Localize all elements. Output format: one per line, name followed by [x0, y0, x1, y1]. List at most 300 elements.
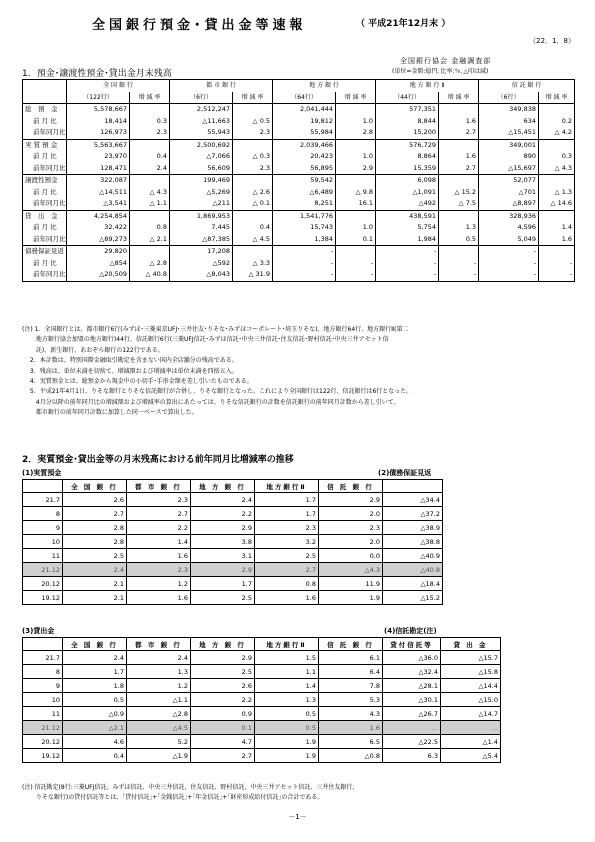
- table-cell: 2.3: [233, 127, 273, 139]
- table-cell: 6,098: [376, 175, 439, 187]
- table-cell: 2.0: [319, 535, 383, 549]
- table-cell: -: [479, 269, 539, 281]
- note-line: 4．実質預金とは、総預金から現金中の小切手･手形金額を差し引いたものである。: [22, 378, 253, 386]
- table-cell: 23,970: [67, 151, 130, 163]
- table-cell: 2.8: [63, 535, 127, 549]
- table-row: [23, 693, 501, 707]
- table-row: [23, 577, 443, 591]
- table-cell: …: [441, 721, 501, 735]
- table-cell: △ 4.3: [539, 163, 575, 175]
- table-cell: [233, 104, 273, 116]
- table-row: [23, 116, 575, 128]
- table-cell: △15.0: [441, 693, 501, 707]
- table-cell: 1.2: [127, 577, 191, 591]
- bank-header: 全 国 銀 行: [63, 638, 127, 651]
- table-cell: △40.9: [383, 549, 443, 563]
- table-cell: △2.8: [127, 707, 191, 721]
- table-cell: [539, 139, 575, 151]
- table-cell: …: [383, 721, 441, 735]
- table-cell: 2.3: [127, 493, 191, 507]
- table-cell: △ 2.8: [130, 258, 170, 270]
- table-row: [23, 493, 443, 507]
- table-cell: 2.0: [319, 507, 383, 521]
- note-line: りそな銀行)の貸付信託等とは、｢貸付信託｣+｢金銭信託｣+｢年金信託｣+｢財産形成給付信託｣の合計である。: [22, 794, 324, 801]
- table-cell: △28.1: [383, 679, 441, 693]
- table-cell: 0.5: [255, 707, 319, 721]
- table-cell: 126,973: [67, 127, 130, 139]
- table-cell: 322,087: [67, 175, 130, 187]
- table-row: [23, 665, 501, 679]
- period-cell: 21.12: [23, 563, 63, 577]
- bank-header: 信 託 銀 行: [319, 480, 383, 493]
- table-cell: 19,812: [273, 116, 336, 128]
- header-blank: [383, 480, 443, 493]
- table-cell: △ 4.5: [233, 234, 273, 246]
- table-cell: △ 2.1: [130, 234, 170, 246]
- report-period: （ 平成21年12月末 ）: [356, 19, 451, 29]
- table-cell: △40.8: [383, 563, 443, 577]
- table-cell: 2.9: [319, 493, 383, 507]
- table-cell: 4.6: [63, 735, 127, 749]
- table-row: [23, 563, 443, 577]
- period-cell: 11: [23, 707, 63, 721]
- row-label: 譲渡性預金: [23, 175, 67, 187]
- table-cell: 1.0: [336, 116, 376, 128]
- table-cell: 6.1: [319, 651, 383, 665]
- table-cell: 1.6: [439, 151, 479, 163]
- table-cell: [233, 210, 273, 222]
- table-row: [23, 507, 443, 521]
- header-row: [23, 92, 575, 104]
- table-cell: 5,578,667: [67, 104, 130, 116]
- table-cell: △211: [170, 198, 233, 210]
- table-row: [23, 535, 443, 549]
- table-cell: -: [273, 246, 336, 258]
- table-row: [23, 651, 501, 665]
- table-row: [23, 163, 575, 175]
- table-cell: △854: [67, 258, 130, 270]
- row-label: 前 月 比: [23, 116, 67, 128]
- note-line: (注) 信託勘定(8行:三菱UFJ信託、みずほ信託、中央三井信託、住友信託、野村信託、中央三井アセット信託、三井住友銀行、: [22, 784, 359, 791]
- table-cell: 0.4: [63, 749, 127, 763]
- table-cell: 2,500,692: [170, 139, 233, 151]
- table-cell: 128,471: [67, 163, 130, 175]
- table-cell: 0.3: [539, 151, 575, 163]
- table-row: [23, 521, 443, 535]
- table-cell: 15,743: [273, 222, 336, 234]
- table-row: [23, 104, 575, 116]
- bank-count: （122行）: [67, 92, 130, 104]
- table-cell: △38.8: [383, 535, 443, 549]
- table-cell: 0.8: [255, 577, 319, 591]
- table-cell: 0.1: [191, 721, 255, 735]
- group-header: 全 国 銀 行: [67, 80, 170, 92]
- table-cell: 5.3: [319, 693, 383, 707]
- table-row: [23, 151, 575, 163]
- trust-note: [22, 783, 582, 803]
- table-cell: [439, 246, 479, 258]
- table-cell: [336, 246, 376, 258]
- table-cell: 32,422: [67, 222, 130, 234]
- table-cell: -: [376, 269, 439, 281]
- table-cell: -: [336, 269, 376, 281]
- table-cell: 20,423: [273, 151, 336, 163]
- table-cell: [233, 246, 273, 258]
- table-cell: 2.5: [63, 549, 127, 563]
- table-cell: △ 15.2: [439, 187, 479, 199]
- table-cell: 2.7: [127, 507, 191, 521]
- table-row: [23, 127, 575, 139]
- table-cell: △ 1.1: [130, 198, 170, 210]
- table-cell: △ 40.8: [130, 269, 170, 281]
- table-cell: △1.1: [127, 693, 191, 707]
- table-cell: △0.8: [319, 749, 383, 763]
- table-cell: △14,511: [67, 187, 130, 199]
- rate-header: 増 減 率: [539, 92, 575, 104]
- table-cell: 16.1: [336, 198, 376, 210]
- table-cell: 2.7: [255, 563, 319, 577]
- table-cell: △ 0.1: [233, 198, 273, 210]
- table-cell: 199,469: [170, 175, 233, 187]
- period-cell: 8: [23, 507, 63, 521]
- table-cell: 1.1: [255, 665, 319, 679]
- table-cell: 4.3: [319, 707, 383, 721]
- table-cell: 1.7: [63, 665, 127, 679]
- row-label: 前 月 比: [23, 151, 67, 163]
- table-cell: 0.5: [63, 693, 127, 707]
- table-row: [23, 721, 501, 735]
- table-cell: 15,359: [376, 163, 439, 175]
- table-cell: 1.7: [191, 577, 255, 591]
- association-name: 全国銀行協会 金融調査部: [400, 57, 492, 65]
- table-cell: 2.5: [255, 549, 319, 563]
- table-cell: △ 14.6: [539, 198, 575, 210]
- section2-title: 2．実質預金･貸出金等の月末残高における前年同月比増減率の推移: [22, 455, 294, 465]
- table-cell: 2.7: [63, 507, 127, 521]
- table-cell: △38.9: [383, 521, 443, 535]
- table-cell: 2.3: [233, 163, 273, 175]
- period-cell: 9: [23, 679, 63, 693]
- table-cell: 59,542: [273, 175, 336, 187]
- rate-header: 増 減 率: [439, 92, 479, 104]
- notes: [22, 325, 582, 419]
- period-cell: 19.12: [23, 749, 63, 763]
- table-cell: 2.1: [63, 591, 127, 605]
- table-cell: 2.7: [191, 749, 255, 763]
- table-cell: [130, 104, 170, 116]
- bank-header: 地方銀行Ⅱ: [255, 638, 319, 651]
- page-number: －1－: [288, 813, 307, 821]
- table-cell: 1.3: [439, 222, 479, 234]
- trust-header: 貸 出 金: [441, 638, 501, 651]
- note-line: 都市銀行の前年同月計数に加算した同一ベースで算出した。: [22, 409, 198, 417]
- table-cell: 1.9: [255, 735, 319, 749]
- table-cell: 6.4: [319, 665, 383, 679]
- table-cell: 349,001: [479, 139, 539, 151]
- table-cell: 438,591: [376, 210, 439, 222]
- table-cell: 2.3: [127, 563, 191, 577]
- table-cell: 2.9: [191, 521, 255, 535]
- table-cell: △15,697: [479, 163, 539, 175]
- table-cell: 2.3: [319, 521, 383, 535]
- table-cell: 2.8: [336, 127, 376, 139]
- table-cell: 7.8: [319, 679, 383, 693]
- table-cell: 2.7: [439, 163, 479, 175]
- table-cell: 3.2: [255, 535, 319, 549]
- table-cell: 2.2: [191, 693, 255, 707]
- table-cell: 0.2: [539, 116, 575, 128]
- row-label: 前 月 比: [23, 222, 67, 234]
- table-cell: △15.8: [441, 665, 501, 679]
- bank-count: （64行）: [273, 92, 336, 104]
- table-cell: [336, 175, 376, 187]
- table-cell: 2,041,444: [273, 104, 336, 116]
- rate-header: 増 減 率: [336, 92, 376, 104]
- row-label: 前年同月比: [23, 163, 67, 175]
- table-cell: △5.4: [441, 749, 501, 763]
- table-cell: △15.2: [383, 591, 443, 605]
- table-row: [23, 210, 575, 222]
- table-cell: 5,563,667: [67, 139, 130, 151]
- table-cell: 2.5: [191, 665, 255, 679]
- table-cell: [336, 104, 376, 116]
- table-cell: △2.1: [63, 721, 127, 735]
- table-cell: 2.4: [191, 493, 255, 507]
- table-cell: △34.4: [383, 493, 443, 507]
- table-row: [23, 679, 501, 693]
- table-cell: 2.5: [191, 591, 255, 605]
- real-deposit-growth-table: [22, 479, 443, 605]
- table-cell: 2.7: [439, 127, 479, 139]
- table-cell: -: [479, 258, 539, 270]
- table-cell: -: [273, 269, 336, 281]
- table-cell: 8,251: [273, 198, 336, 210]
- table-cell: △ 2.6: [233, 187, 273, 199]
- table-cell: 2.4: [63, 651, 127, 665]
- note-line: 地方銀行協会加盟の地方銀行)44行、信託銀行6行(三菱UFJ信託･みずほ信託･中央三井信託･住友信託･野村信託･中央三井アセット信: [22, 336, 389, 344]
- table-cell: -: [336, 258, 376, 270]
- row-label: 債務保証見返: [23, 246, 67, 258]
- row-label: 実 質 預 金: [23, 139, 67, 151]
- table-cell: [539, 104, 575, 116]
- table-cell: 1,384: [273, 234, 336, 246]
- table-cell: 890: [479, 151, 539, 163]
- table-cell: [233, 175, 273, 187]
- table-cell: △ 1.3: [539, 187, 575, 199]
- table-cell: 1.0: [336, 151, 376, 163]
- table-cell: △ 31.9: [233, 269, 273, 281]
- bank-header: 地方銀行Ⅱ: [255, 480, 319, 493]
- bank-header: 都 市 銀 行: [127, 638, 191, 651]
- table-cell: 2,039,466: [273, 139, 336, 151]
- table-cell: 349,838: [479, 104, 539, 116]
- header-row: [23, 480, 443, 493]
- table-cell: △ 3.3: [233, 258, 273, 270]
- table-cell: 1.4: [127, 535, 191, 549]
- table-cell: 55,943: [170, 127, 233, 139]
- row-label: 前年同月比: [23, 234, 67, 246]
- table-cell: △36.0: [383, 651, 441, 665]
- bank-header: 信 託 銀 行: [319, 638, 383, 651]
- table-cell: [336, 139, 376, 151]
- table-cell: -: [376, 258, 439, 270]
- table-cell: 18,414: [67, 116, 130, 128]
- table-cell: 7,445: [170, 222, 233, 234]
- table-cell: △87,385: [170, 234, 233, 246]
- table-cell: 1,541,776: [273, 210, 336, 222]
- table-cell: 5.2: [127, 735, 191, 749]
- table-cell: 2.3: [255, 521, 319, 535]
- table-cell: 1,984: [376, 234, 439, 246]
- table-cell: △18.4: [383, 577, 443, 591]
- period-cell: 10: [23, 535, 63, 549]
- table-cell: △8,897: [479, 198, 539, 210]
- table-cell: 4.7: [191, 735, 255, 749]
- section1-title: 1．預金･譲渡性預金･貸出金月末残高: [22, 69, 172, 79]
- table-cell: 577,351: [376, 104, 439, 116]
- table-cell: 1.9: [255, 749, 319, 763]
- table-row: [23, 735, 501, 749]
- table-cell: 56,609: [170, 163, 233, 175]
- table4-label: (4)信託勘定(注): [384, 627, 437, 635]
- table-cell: [439, 210, 479, 222]
- table-cell: 11.9: [319, 577, 383, 591]
- table-row: [23, 234, 575, 246]
- note-line: (注) 1．全国銀行とは、都市銀行6行(みずほ･三菱東京UFJ･三井住友･りそな･みずほコーポレート･埼玉りそな)、地方銀行64行、地方銀行Ⅱ(第二: [22, 326, 409, 333]
- period-cell: 11: [23, 549, 63, 563]
- row-label: 前年同月比: [23, 127, 67, 139]
- table-row: [23, 222, 575, 234]
- bank-header: 都 市 銀 行: [127, 480, 191, 493]
- loan-growth-table: [22, 637, 501, 763]
- table-row: [23, 246, 575, 258]
- table-cell: 576,729: [376, 139, 439, 151]
- page-title: 全国銀行預金･貸出金等速報: [92, 18, 307, 33]
- table-row: [23, 198, 575, 210]
- table-row: [23, 707, 501, 721]
- table-cell: 1.6: [539, 234, 575, 246]
- period-cell: 10: [23, 693, 63, 707]
- table-cell: △ 0.3: [233, 151, 273, 163]
- table-cell: [439, 175, 479, 187]
- table-cell: 1.6: [439, 116, 479, 128]
- table-cell: △37.2: [383, 507, 443, 521]
- table-cell: 0.4: [233, 222, 273, 234]
- table-cell: 8,844: [376, 116, 439, 128]
- table-cell: 17,208: [170, 246, 233, 258]
- table-cell: [130, 246, 170, 258]
- table-cell: 0.1: [336, 234, 376, 246]
- table-cell: 2.9: [191, 563, 255, 577]
- table-cell: △592: [170, 258, 233, 270]
- table-cell: [130, 210, 170, 222]
- table-cell: [439, 139, 479, 151]
- table-cell: 3.1: [191, 549, 255, 563]
- table-cell: △32.4: [383, 665, 441, 679]
- bank-header: 地 方 銀 行: [191, 480, 255, 493]
- note-line: 4月分以降の前年同月比の増減額および増減率の算出にあたっては、りそな信託銀行の計数を信託銀行の前年同月計数から差し引いて、: [22, 398, 400, 406]
- table-cell: -: [539, 269, 575, 281]
- table-cell: △6,489: [273, 187, 336, 199]
- bank-count: （6行）: [170, 92, 233, 104]
- table-cell: △22.5: [383, 735, 441, 749]
- table-cell: 0.4: [130, 151, 170, 163]
- rate-header: 増 減 率: [130, 92, 170, 104]
- table-cell: 2.2: [191, 507, 255, 521]
- table1-label: (1)実質預金: [22, 469, 62, 477]
- table-cell: 52,077: [479, 175, 539, 187]
- table-cell: △89,273: [67, 234, 130, 246]
- table-row: [23, 269, 575, 281]
- table-row: [23, 591, 443, 605]
- table-cell: 29,820: [67, 246, 130, 258]
- table-cell: 2.6: [191, 679, 255, 693]
- table-cell: -: [439, 269, 479, 281]
- table-cell: △ 0.5: [233, 116, 273, 128]
- table-cell: 2.9: [191, 651, 255, 665]
- table-cell: △11,663: [170, 116, 233, 128]
- table-cell: 5,049: [479, 234, 539, 246]
- table-cell: 634: [479, 116, 539, 128]
- table-cell: 1.9: [319, 591, 383, 605]
- row-label: 前年同月比: [23, 269, 67, 281]
- table-cell: 2.4: [127, 651, 191, 665]
- table-cell: 2.3: [130, 127, 170, 139]
- period-cell: 21.7: [23, 493, 63, 507]
- table-cell: 56,895: [273, 163, 336, 175]
- table-cell: △4.3: [319, 563, 383, 577]
- bank-count: （44行）: [376, 92, 439, 104]
- table-cell: △14.4: [441, 679, 501, 693]
- table-cell: 2.4: [63, 563, 127, 577]
- table-cell: 4,596: [479, 222, 539, 234]
- table-cell: 4,254,854: [67, 210, 130, 222]
- table-cell: △0.9: [63, 707, 127, 721]
- table-cell: 1.8: [63, 679, 127, 693]
- row-label: 総 預 金: [23, 104, 67, 116]
- row-label: 前年同月比: [23, 198, 67, 210]
- group-header: 信 託 銀 行: [479, 80, 575, 92]
- bank-header: 地 方 銀 行: [191, 638, 255, 651]
- table-cell: 6.5: [319, 735, 383, 749]
- table-row: [23, 258, 575, 270]
- table-cell: △1,091: [376, 187, 439, 199]
- table-cell: 1.0: [336, 222, 376, 234]
- table-cell: 55,984: [273, 127, 336, 139]
- table-row: [23, 549, 443, 563]
- table-row: [23, 749, 501, 763]
- period-cell: 20.12: [23, 735, 63, 749]
- group-header: 地 方 銀 行 Ⅱ: [376, 80, 479, 92]
- table-cell: [233, 139, 273, 151]
- table-cell: 1.5: [255, 651, 319, 665]
- row-label: 前 月 比: [23, 258, 67, 270]
- period-cell: 20.12: [23, 577, 63, 591]
- table-cell: [130, 139, 170, 151]
- table-cell: [336, 210, 376, 222]
- table2-label: (2)債務保証見返: [378, 469, 432, 477]
- table-cell: 6.3: [383, 749, 441, 763]
- table-cell: 1.4: [539, 222, 575, 234]
- table-cell: [539, 246, 575, 258]
- period-cell: 19.12: [23, 591, 63, 605]
- table-cell: -: [539, 258, 575, 270]
- table-cell: 1,869,953: [170, 210, 233, 222]
- table-cell: △ 4.3: [130, 187, 170, 199]
- group-header: 地 方 銀 行: [273, 80, 376, 92]
- table-cell: △3,541: [67, 198, 130, 210]
- group-header: 都 市 銀 行: [170, 80, 273, 92]
